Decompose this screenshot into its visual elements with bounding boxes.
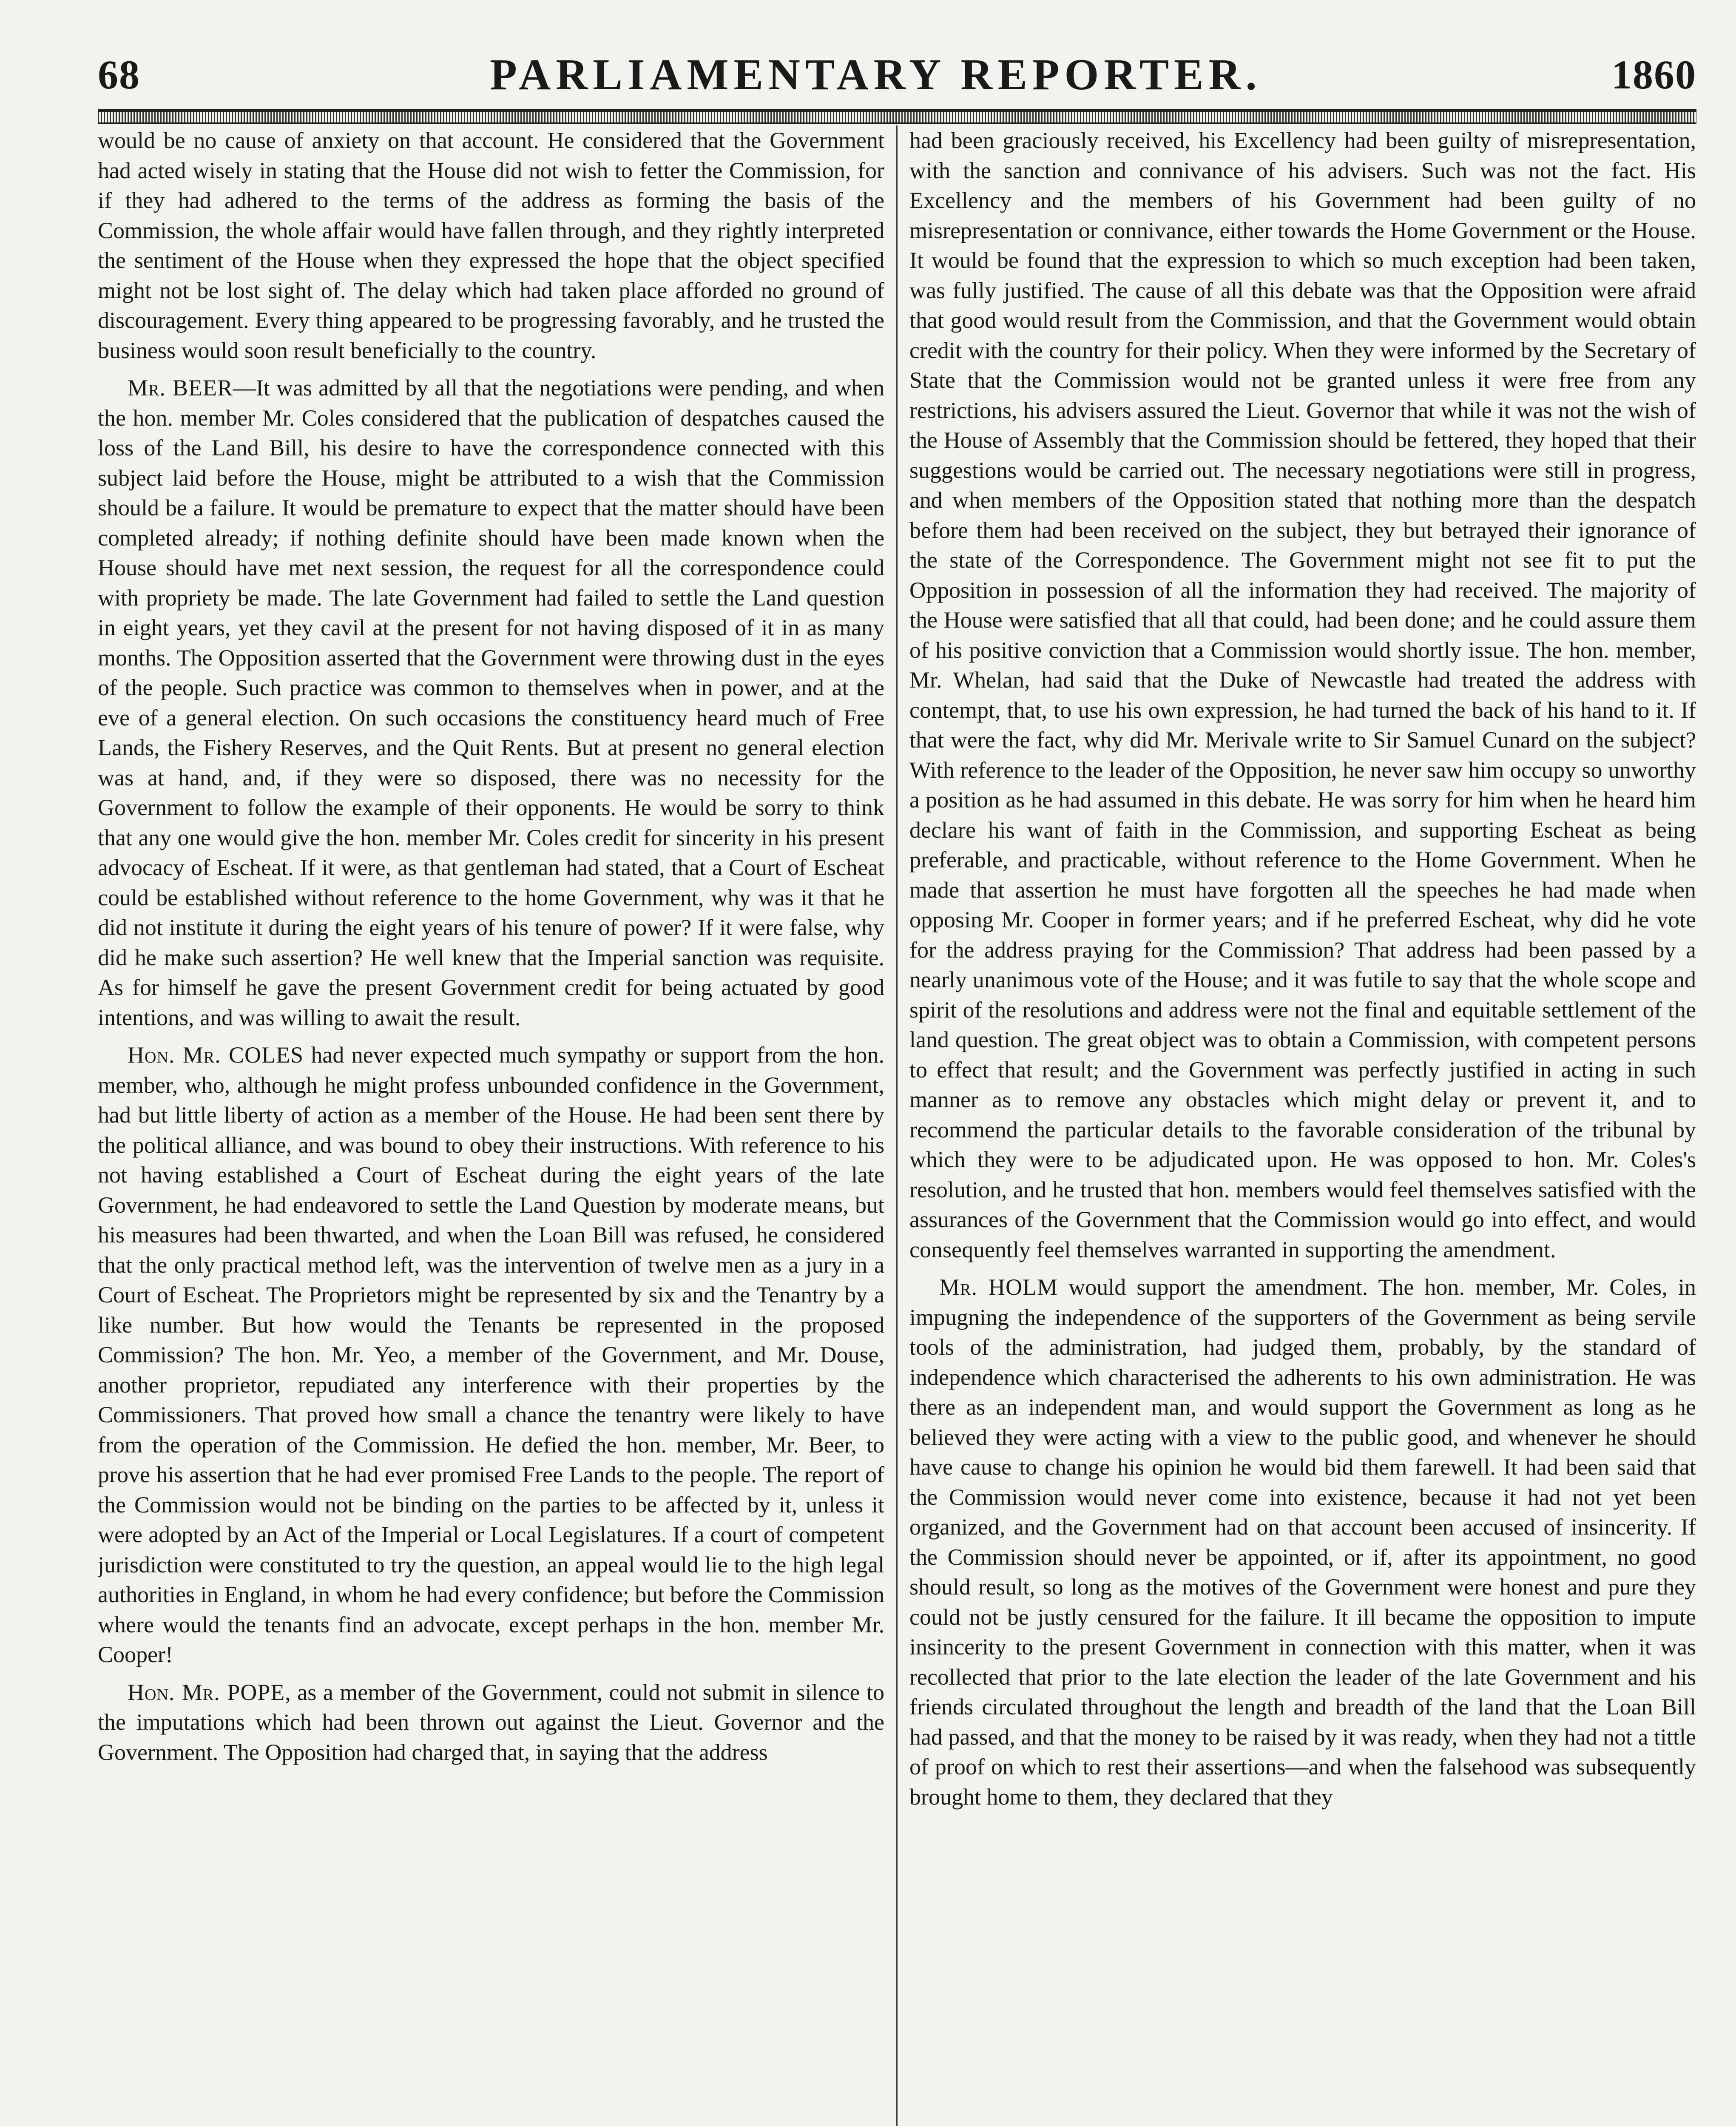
paragraph-text: had never expected much sympathy or support from the hon. member, who, although he might profess unbounded confidence in the Government, had but little liberty of action as a member of the House. He had been sent there by the political alliance, and was bound to obey their instructions. With reference to his not having established a Court of Escheat during the eight years of the late Government, he had endeavored to settle the Land Question by moderate means, but his measures had been thwarted, and when the Loan Bill was refused, he considered that the only practical method left, was the intervention of twelve men as a jury in a Court of Escheat. The Proprietors might be represented by six and the Tenantry by a like number. But how would the Tenants be represented in the proposed Commission? The hon. Mr. Yeo, a member of the Government, and Mr. Douse, another proprietor, repudiated any interference with their properties by the Commissioners. That proved how small a chance the tenantry were likely to have from the operation of the Commission. He defied the hon. member, Mr. Beer, to prove his assertion that he had ever promised Free Lands to the people. The report of the Commission would not be binding on the parties to be affected by it, unless it were adopted by an Act of the Imperial or Local Legislatures. If a court of competent jurisdiction were constituted to try the question, an appeal would lie to the high legal authorities in England, in whom he had every confidence; but before the Commission where would the tenants find an advocate, except perhaps in the hon. member Mr. Cooper! xyxy=(98,1042,884,1667)
speaker-name: Hon. Mr. POPE xyxy=(128,1679,285,1705)
speaker-name: Mr. HOLM xyxy=(939,1274,1058,1300)
speaker-name: Hon. Mr. COLES xyxy=(128,1042,304,1068)
paragraph xyxy=(909,1272,1696,1812)
paragraph xyxy=(98,125,884,365)
paragraph-text: —It was admitted by all that the negotiations were pending, and when the hon. member Mr. Coles considered that the publication of despatches caused the loss of the Land Bill, his desire to have the correspondence connected with this subject laid before the House, might be attributed to a wish that the Commission should be a failure. It would be premature to expect that the matter should have been completed already; if nothing definite should have been made known when the House should have met next session, the request for all the correspondence could with propriety be made. The late Government had failed to settle the Land question in eight years, yet they cavil at the present for not having disposed of it in as many months. The Opposition asserted that the Government were throwing dust in the eyes of the people. Such practice was common to themselves when in power, and at the eve of a general election. On such occasions the constituency heard much of Free Lands, the Fishery Reserves, and the Quit Rents. But at present no general election was at hand, and, if they were so disposed, there was no necessity for the Government to follow the example of their opponents. He would be sorry to think that any one would give the hon. member Mr. Coles credit for sincerity in his present advocacy of Escheat. If it were, as that gentleman had stated, that a Court of Escheat could be established without reference to the home Government, why was it that he did not institute it during the eight years of his tenure of power? If it were false, why did he make such assertion? He well knew that the Imperial sanction was requisite. As for himself he gave the present Government credit for being actuated by good intentions, and was willing to await the result. xyxy=(98,375,884,1030)
column-left xyxy=(98,125,884,2126)
newspaper-page xyxy=(98,43,1696,2126)
paragraph xyxy=(98,373,884,1032)
paragraph-text: would be no cause of anxiety on that account. He considered that the Government had acted wisely in stating that the House did not wish to fetter the Commission, for if they had adhered to the terms of the address as forming the basis of the Commission, the whole affair would have fallen through, and they rightly interpreted the sentiment of the House when they expressed the hope that the object specified might not be lost sight of. The delay which had taken place afforded no ground of discouragement. Every thing appeared to be progressing favorably, and he trusted the business would soon result beneficially to the country. xyxy=(98,128,884,363)
column-right xyxy=(909,125,1696,2126)
paragraph-text: had been graciously received, his Excellency had been guilty of misrepresentation, with the sanction and connivance of his advisers. Such was not the fact. His Excellency and the members of his Government had been guilty of no misrepresentation or connivance, either towards the Home Government or the House. It would be found that the expression to which so much exception had been taken, was fully justified. The cause of all this debate was that the Opposition were afraid that good would result from the Commission, and that the Government would obtain credit with the country for their policy. When they were informed by the Secretary of State that the Commission would not be granted unless it were free from any restrictions, his advisers assured the Lieut. Governor that while it was not the wish of the House of Assembly that the Commission should be fettered, they hoped that their suggestions would be carried out. The necessary negotiations were still in progress, and when members of the Opposition stated that nothing more than the despatch before them had been received on the subject, they but betrayed their ignorance of the state of the Correspondence. The Government might not see fit to put the Opposition in possession of all the information they had received. The majority of the House were satisfied that all that could, had been done; and he could assure them of his positive conviction that a Commission would shortly issue. The hon. member, Mr. Whelan, had said that the Duke of Newcastle had treated the address with contempt, that, to use his own expression, he had turned the back of his hand to it. If that were the fact, why did Mr. Merivale write to Sir Samuel Cunard on the subject? With reference to the leader of the Opposition, he never saw him occupy so unworthy a position as he had assumed in this debate. He was sorry for him when he heard him declare his want of faith in the Commission, and supporting Escheat as being preferable, and practicable, without reference to the Home Government. When he made that assertion he must have forgotten all the speeches he had made when opposing Mr. Cooper in former years; and if he preferred Escheat, why did he vote for the address praying for the Commission? That address had been passed by a nearly unanimous vote of the House; and it was futile to say that the whole scope and spirit of the resolutions and address were not the final and equitable settlement of the land question. The great object was to obtain a Commission, with competent persons to effect that result; and the Government was perfectly justified in acting in such manner as to remove any obstacles which might delay or prevent it, and to recommend the particular details to the favorable consideration of the tribunal by which they were to be adjudicated upon. He was opposed to hon. Mr. Coles's resolution, and he trusted that hon. members would feel themselves satisfied with the assurances of the Government that the Commission would go into effect, and would consequently feel themselves warranted in supporting the amendment. xyxy=(909,128,1696,1262)
speaker-name: Mr. BEER xyxy=(128,375,233,401)
column-divider xyxy=(896,125,898,2126)
page-number: 68 xyxy=(98,51,140,97)
header-rule xyxy=(98,109,1696,124)
paragraph xyxy=(98,1677,884,1768)
paragraph xyxy=(909,125,1696,1265)
publication-year: 1860 xyxy=(1611,51,1696,97)
text-columns xyxy=(98,125,1696,2126)
paragraph-text: , as a member of the Government, could not submit in silence to the imputations which had been thrown out against the Lieut. Governor and the Government. The Opposition had charged that, in saying that the address xyxy=(98,1679,884,1765)
paragraph-text: would support the amendment. The hon. member, Mr. Coles, in impugning the independence of the supporters of the Government as being servile tools of the administration, had judged them, probably, by the standard of independence which characterised the adherents to his own administration. He was there as an independent man, and would support the Government as long as he believed they were acting with a view to the public good, and whenever he should have cause to change his opinion he would bid them farewell. It had been said that the Commission would never come into existence, because it had not yet been organized, and the Government had on that account been accused of insincerity. If the Commission should never be appointed, or if, after its appointment, no good should result, so long as the motives of the Government were honest and pure they could not be justly censured for the failure. It ill became the opposition to impute insincerity to the present Government in connection with this matter, when it was recollected that prior to the late election the leader of the late Government and his friends circulated throughout the length and breadth of the land that the Loan Bill had passed, and that the money to be raised by it was ready, when they had not a tittle of proof on which to rest their assertions—and when the falsehood was subsequently brought home to them, they declared that they xyxy=(909,1274,1696,1810)
publication-title: PARLIAMENTARY REPORTER. xyxy=(490,50,1262,99)
paragraph xyxy=(98,1040,884,1670)
page-header xyxy=(98,43,1696,106)
